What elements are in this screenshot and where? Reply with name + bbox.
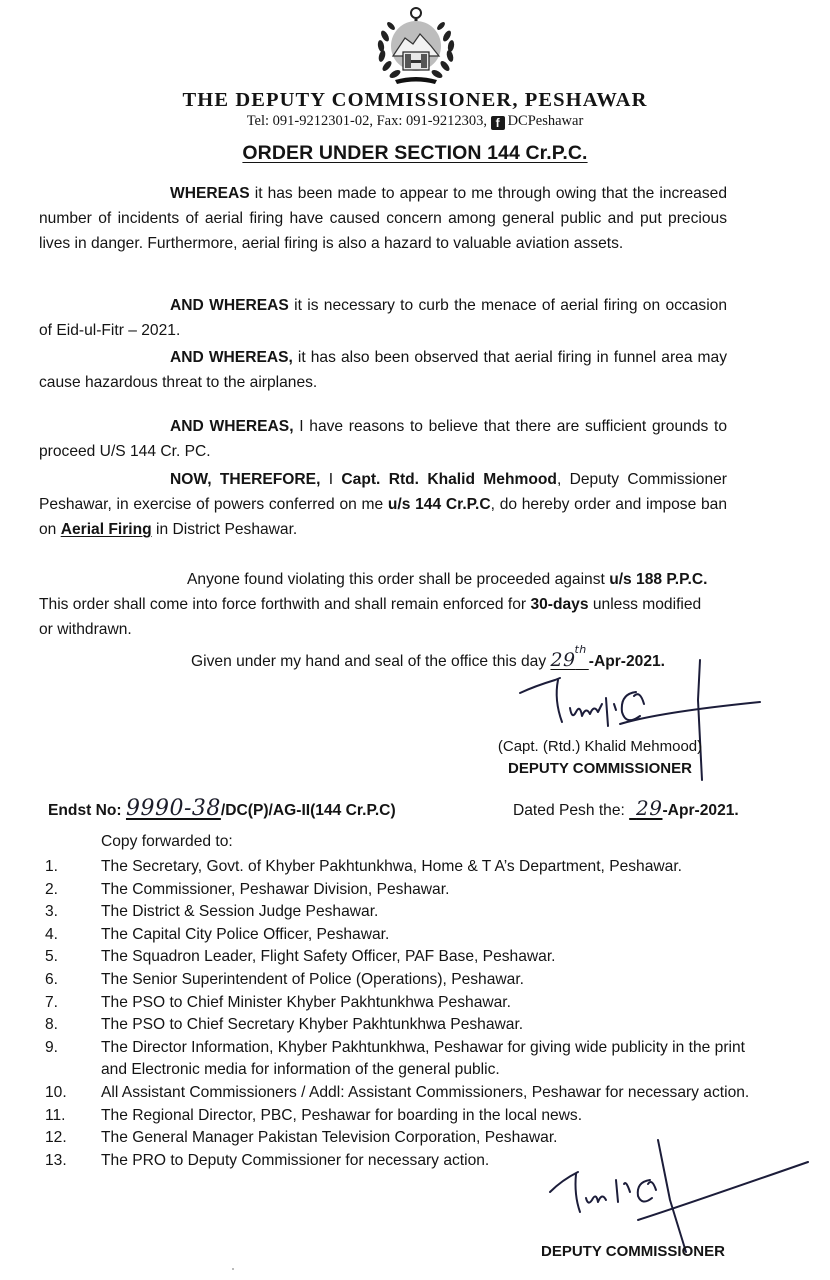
text-segment: in District Peshawar. <box>151 521 298 538</box>
handwritten-endorsement-number: 9990-38 <box>125 796 221 821</box>
khyber-pakhtunkhwa-emblem-icon <box>373 6 459 88</box>
ban-subject: Aerial Firing <box>60 521 152 538</box>
paragraph-now-therefore <box>39 467 727 542</box>
list-item <box>45 1082 775 1105</box>
signatory-role-final: DEPUTY COMMISSIONER <box>541 1243 725 1260</box>
organization-title: THE DEPUTY COMMISSIONER, PESHAWAR <box>182 89 648 111</box>
scan-speck <box>232 1268 234 1270</box>
item-text: The District & Session Judge Peshawar. <box>101 903 379 921</box>
item-number: 10. <box>45 1083 67 1101</box>
item-number: 11. <box>45 1106 66 1124</box>
paragraph-whereas-4 <box>39 414 727 464</box>
handwritten-dated-day <box>629 796 662 820</box>
paragraph-text: it has been made to appear to me through owing that the increased number of incidents of aerial firing have caused concern among general public and put precious lives in danger. Furthermore, aerial firing is also a hazard to valuable aviation assets. <box>39 185 727 252</box>
item-number: 5. <box>45 948 59 966</box>
emblem-logo <box>373 6 459 88</box>
paragraph-whereas-3 <box>39 345 727 395</box>
item-text: The Capital City Police Officer, Peshawar. <box>101 925 390 943</box>
lead-and-whereas: AND WHEREAS, <box>170 349 293 366</box>
item-text: The Regional Director, PBC, Peshawar for boarding in the local news. <box>101 1106 583 1124</box>
given-text: Given under my hand and seal of the office this day <box>191 653 551 670</box>
signatory-block-1 <box>470 736 730 780</box>
item-text: The General Manager Pakistan Television Corporation, Peshawar. <box>101 1129 558 1147</box>
item-number: 7. <box>45 993 59 1011</box>
item-number: 8. <box>45 1016 59 1034</box>
item-number: 1. <box>45 858 59 875</box>
lead-now-therefore: NOW, THEREFORE, <box>170 471 321 488</box>
item-number: 3. <box>45 903 59 921</box>
social-handle: DCPeshawar <box>507 113 584 129</box>
item-number: 13. <box>45 1151 67 1169</box>
paragraph-text: it is necessary to curb the menace of aerial firing on occasion of Eid-ul-Fitr – 2021. <box>39 297 727 339</box>
duration: 30-days <box>530 596 589 613</box>
paragraph-text: I have reasons to believe that there are sufficient grounds to proceed U/S 144 Cr. PC. <box>39 418 728 460</box>
tel-number: 091-9212301-02, <box>272 113 373 129</box>
list-item <box>45 946 775 969</box>
item-text: The PSO to Chief Minister Khyber Pakhtunkhwa Peshawar. <box>101 993 511 1011</box>
item-text: The PSO to Chief Secretary Khyber Pakhtunkhwa Peshawar. <box>101 1016 524 1034</box>
signatory-role: DEPUTY COMMISSIONER <box>508 760 692 777</box>
copy-forwarded-list <box>45 856 775 1172</box>
officer-name: Capt. Rtd. Khalid Mehmood <box>341 471 557 488</box>
list-item <box>45 1105 775 1128</box>
item-number: 4. <box>45 925 59 943</box>
text-segment: , Deputy Commissioner Peshawar, in exercise of powers conferred on me <box>39 471 727 513</box>
text-segment: unless modified or withdrawn. <box>39 596 702 638</box>
paragraph-whereas-2 <box>39 293 727 343</box>
tel-label: Tel: <box>246 113 270 129</box>
lead-and-whereas: AND WHEREAS, <box>170 418 294 435</box>
text-segment: Anyone found violating this order shall be proceeded against <box>187 571 610 588</box>
order-title: ORDER UNDER SECTION 144 Cr.P.C. <box>242 142 588 164</box>
signatory-name: (Capt. (Rtd.) Khalid Mehmood) <box>497 738 703 755</box>
dated-label: Dated Pesh the: <box>513 802 630 819</box>
facebook-icon: f <box>491 116 505 130</box>
item-text: The PRO to Deputy Commissioner for necessary action. <box>101 1151 490 1169</box>
dated-month-year: -Apr-2021. <box>662 802 739 819</box>
text-segment: I <box>320 471 342 488</box>
section-reference: u/s 144 Cr.P.C <box>387 496 491 513</box>
text-segment: , do hereby order and impose ban on <box>39 496 727 538</box>
organization-contact <box>0 113 830 130</box>
item-number: 9. <box>45 1038 59 1056</box>
item-text: All Assistant Commissioners / Addl: Assistant Commissioners, Peshawar for necessary action. <box>101 1083 750 1101</box>
copy-forwarded-heading: Copy forwarded to: <box>101 833 233 850</box>
item-text: The Senior Superintendent of Police (Operations), Peshawar. <box>101 970 525 988</box>
lead-whereas: WHEREAS <box>170 185 250 202</box>
given-month-year: -Apr-2021. <box>588 653 666 670</box>
text-segment: This order shall come into force forthwith and shall remain enforced for <box>39 596 531 613</box>
list-item <box>45 992 775 1015</box>
item-number: 12. <box>45 1129 67 1147</box>
item-text: The Squadron Leader, Flight Safety Officer, PAF Base, Peshawar. <box>101 948 556 966</box>
item-text: The Commissioner, Peshawar Division, Peshawar. <box>101 880 450 898</box>
day-suffix: th <box>574 643 587 656</box>
dated-line <box>513 796 739 820</box>
paragraph-text: it has also been observed that aerial firing in funnel area may cause hazardous threat to the airplanes. <box>39 349 727 391</box>
item-text: The Secretary, Govt. of Khyber Pakhtunkhwa, Home & T A’s Department, Peshawar. <box>101 858 683 875</box>
day-value: 29 <box>550 649 576 671</box>
dated-day-value: 29 <box>636 796 663 820</box>
endorsement-reference: /DC(P)/AG-II(144 Cr.P.C) <box>220 802 396 819</box>
fax-number: 091-9212303, <box>405 113 487 129</box>
list-item <box>45 856 775 879</box>
list-item <box>45 1014 775 1037</box>
endorsement-label: Endst No: <box>48 802 126 819</box>
list-item <box>45 879 775 902</box>
penalty-section: u/s 188 P.P.C. <box>609 571 708 588</box>
list-item <box>45 1037 775 1082</box>
list-item <box>45 901 775 924</box>
list-item <box>45 924 775 947</box>
endorsement-number-line <box>48 796 396 821</box>
paragraph-penalty <box>39 567 719 642</box>
lead-and-whereas: AND WHEREAS <box>170 297 289 314</box>
paragraph-whereas-1 <box>39 181 727 256</box>
list-item <box>45 969 775 992</box>
fax-label: Fax: <box>376 113 403 129</box>
item-number: 2. <box>45 880 59 898</box>
item-number: 6. <box>45 970 59 988</box>
item-text: The Director Information, Khyber Pakhtunkhwa, Peshawar for giving wide publicity in the print and Electronic media for information of the general public. <box>101 1038 745 1079</box>
